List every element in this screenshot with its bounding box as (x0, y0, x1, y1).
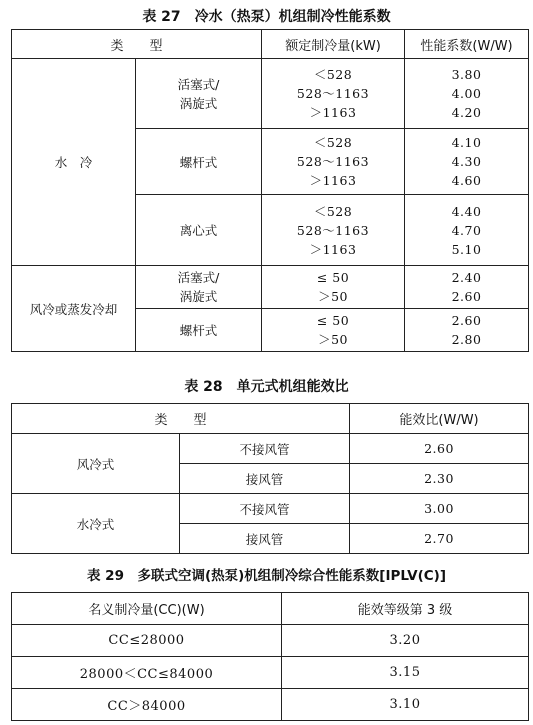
table27-subtype: 活塞式/ 涡旋式 (136, 266, 262, 309)
table27-capacity: ≤ 50 ＞50 (262, 266, 405, 309)
table-row (12, 59, 529, 129)
table27-header-type: 类 型 (12, 30, 262, 59)
table27-subtype: 螺杆式 (136, 129, 262, 195)
table27-subtype: 螺杆式 (136, 309, 262, 352)
table28-category: 水冷式 (12, 494, 180, 554)
table27-cop: 2.40 2.60 (405, 266, 529, 309)
table27-category-air-cooled: 风冷或蒸发冷却 (12, 266, 136, 352)
table27-subtype: 活塞式/ 涡旋式 (136, 59, 262, 129)
table29 (11, 592, 529, 721)
table27-category-water-cooled: 水 冷 (12, 59, 136, 266)
table-row (12, 657, 529, 689)
table29-caption: 表 29 多联式空调(热泵)机组制冷综合性能系数[IPLV(C)] (86, 568, 447, 584)
table27-subtype: 离心式 (136, 195, 262, 266)
table29-value: 3.20 (282, 625, 529, 657)
table27-cop: 4.10 4.30 4.60 (405, 129, 529, 195)
table29-value: 3.15 (282, 657, 529, 689)
table27-capacity: ＜528 528～1163 ＞1163 (262, 129, 405, 195)
table28-eer: 2.70 (350, 524, 529, 554)
table27-capacity: ＜528 528～1163 ＞1163 (262, 59, 405, 129)
table27-header-capacity: 额定制冷量(kW) (262, 30, 405, 59)
table29-header-grade: 能效等级第 3 级 (282, 593, 529, 625)
table28-duct: 接风管 (180, 464, 350, 494)
table27 (11, 29, 529, 352)
table29-capacity: 28000＜CC≤84000 (12, 657, 282, 689)
table29-value: 3.10 (282, 689, 529, 721)
table27-cop: 4.40 4.70 5.10 (405, 195, 529, 266)
table29-capacity: CC≤28000 (12, 625, 282, 657)
table28-category: 风冷式 (12, 434, 180, 494)
table-row (12, 625, 529, 657)
table-row (12, 689, 529, 721)
table28-eer: 2.30 (350, 464, 529, 494)
table28-eer: 3.00 (350, 494, 529, 524)
table28-duct: 不接风管 (180, 494, 350, 524)
table27-caption: 表 27 冷水（热泵）机组制冷性能系数 (142, 9, 391, 25)
table29-header-capacity: 名义制冷量(CC)(W) (12, 593, 282, 625)
table27-capacity: ≤ 50 ＞50 (262, 309, 405, 352)
table27-header-cop: 性能系数(W/W) (405, 30, 529, 59)
table-row (12, 434, 529, 464)
table-row (12, 494, 529, 524)
table28-duct: 接风管 (180, 524, 350, 554)
table27-cop: 2.60 2.80 (405, 309, 529, 352)
table28-duct: 不接风管 (180, 434, 350, 464)
table28-header-type: 类 型 (12, 404, 350, 434)
table28 (11, 403, 529, 554)
table27-cop: 3.80 4.00 4.20 (405, 59, 529, 129)
table29-capacity: CC＞84000 (12, 689, 282, 721)
table28-caption: 表 28 单元式机组能效比 (184, 379, 349, 395)
table-row (12, 266, 529, 309)
table27-capacity: ＜528 528～1163 ＞1163 (262, 195, 405, 266)
table28-header-eer: 能效比(W/W) (350, 404, 529, 434)
table28-eer: 2.60 (350, 434, 529, 464)
